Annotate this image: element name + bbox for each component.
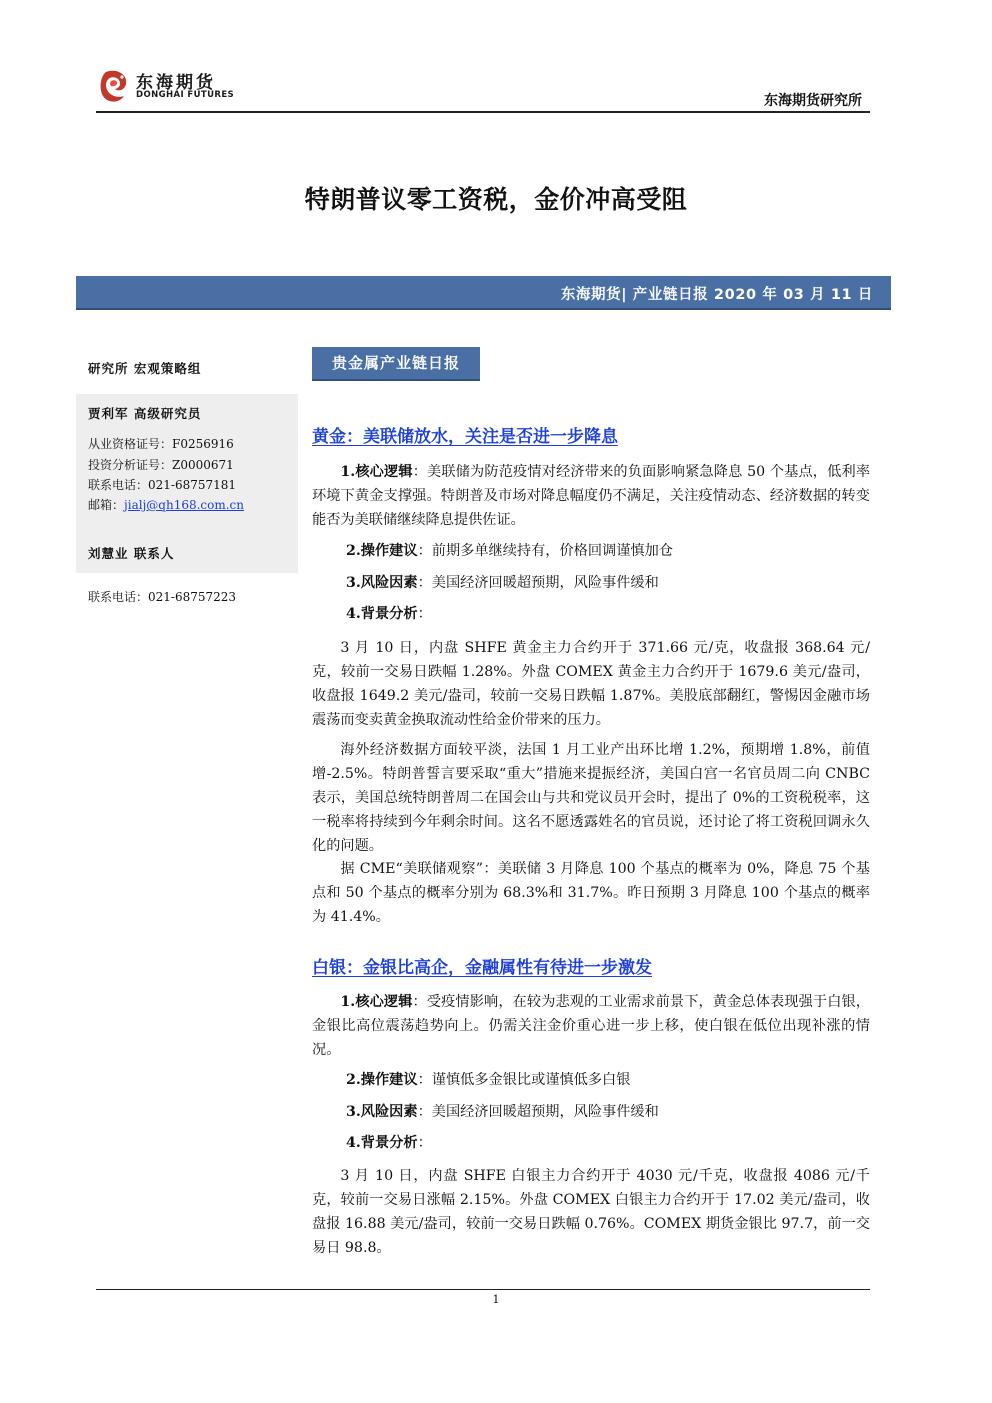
- gold-bg-paragraph-1: 3 月 10 日，内盘 SHFE 黄金主力合约开于 371.66 元/克，收盘报 368.64 元/克，较前一交易日跌幅 1.28%。外盘 COMEX 黄金主力合约开于 1679.6 美元/盎司，收盘报 1649.2 美元/盎司，较前一交易日跌幅 1.87%。美股底部翻红，警惕因金融市场震荡而变卖黄金换取流动性给金价带来的压力。: [312, 640, 870, 728]
- dragon-logo-icon: [98, 68, 132, 106]
- company-logo: [98, 66, 238, 110]
- silver-background: 4.背景分析：: [346, 1135, 432, 1151]
- gold-op-text: ：前期多单继续持有，价格回调谨慎加仓: [417, 543, 673, 559]
- section-tag: 贵金属产业链日报: [312, 347, 480, 381]
- silver-risk-label: 3.风险因素: [346, 1104, 418, 1120]
- silver-risk: [346, 1100, 659, 1124]
- logo-chinese-name: 东海期货: [136, 73, 216, 93]
- gold-background: 4.背景分析：: [346, 606, 432, 622]
- silver-op-text: ：谨慎低多金银比或谨慎低多白银: [417, 1072, 631, 1088]
- report-banner: [76, 276, 891, 310]
- contact-phone: 联系电话：021-68757223: [88, 590, 237, 604]
- banner-text: 东海期货| 产业链日报 2020 年 03 月 11 日: [560, 287, 873, 303]
- silver-op-label: 2.操作建议: [346, 1072, 418, 1088]
- license-number-1: 从业资格证号：F0256916: [88, 437, 234, 451]
- gold-logic-text: ：美联储为防范疫情对经济带来的负面影响紧急降息 50 个基点，低利率环境下黄金支撑强。特朗普及市场对降息幅度仍不满足，关注疫情动态、经济数据的转变能否为美联储继续降息提供佐证。: [312, 464, 871, 528]
- license-number-2: 投资分析证号：Z0000671: [88, 458, 234, 472]
- email-link[interactable]: jialj@qh168.com.cn: [124, 498, 245, 512]
- gold-core-logic: [312, 460, 870, 532]
- silver-logic-label: 1.核心逻辑: [340, 994, 413, 1010]
- sidebar-dept: 研究所 宏观策略组: [88, 361, 202, 376]
- logo-english-name: DONGHAI FUTURES: [136, 90, 235, 100]
- gold-op-label: 2.操作建议: [346, 543, 418, 559]
- silver-operation: [346, 1068, 630, 1092]
- silver-core-logic: [312, 990, 870, 1062]
- report-title: 特朗普议零工资税，金价冲高受阻: [304, 185, 688, 214]
- contact-name: 刘慧业 联系人: [88, 546, 175, 561]
- silver-bg-label: 4.背景分析: [346, 1135, 418, 1151]
- analyst-name: 贾利军 高级研究员: [88, 406, 202, 421]
- gold-bg-paragraph-3: 据 CME“美联储观察”：美联储 3 月降息 100 个基点的概率为 0%，降息 75 个基点和 50 个基点的概率分别为 68.3%和 31.7%。昨日预期 3 月降息 100 个基点的概率为 41.4%。: [312, 861, 870, 925]
- institute-name: 东海期货研究所: [764, 93, 862, 109]
- gold-bg-paragraph-2: 海外经济数据方面较平淡，法国 1 月工业产出环比增 1.2%，预期增 1.8%，前值增-2.5%。特朗普誓言要采取“重大”措施来提振经济，美国白宫一名官员周二向 CNBC 表示，美国总统特朗普周二在国会山与共和党议员开会时，提出了 0%的工资税税率，这一税率将持续到今年剩余时间。这名不愿透露姓名的官员说，还讨论了将工资税回调永久化的问题。: [312, 742, 870, 854]
- gold-section-title: 黄金：美联储放水，关注是否进一步降息: [312, 427, 618, 447]
- header-divider: [96, 111, 870, 113]
- gold-operation: [346, 539, 673, 563]
- gold-risk-label: 3.风险因素: [346, 575, 418, 591]
- silver-logic-text: ：受疫情影响，在较为悲观的工业需求前景下，黄金总体表现强于白银，金银比高位震荡趋势向上。仍需关注金价重心进一步上移，使白银在低位出现补涨的情况。: [312, 994, 870, 1058]
- gold-logic-label: 1.核心逻辑: [340, 464, 413, 480]
- gold-risk: [346, 571, 659, 595]
- silver-risk-text: ：美国经济回暖超预期，风险事件缓和: [417, 1104, 659, 1120]
- email-label: 邮箱：: [88, 498, 125, 512]
- gold-bg-label: 4.背景分析: [346, 606, 418, 622]
- analyst-phone: 联系电话：021-68757181: [88, 478, 237, 492]
- silver-section-title: 白银：金银比高企，金融属性有待进一步激发: [312, 958, 652, 978]
- silver-bg-paragraph-1: 3 月 10 日，内盘 SHFE 白银主力合约开于 4030 元/千克，收盘报 4086 元/千克，较前一交易日涨幅 2.15%。外盘 COMEX 白银主力合约开于 17.02 美元/盎司，收盘报 16.88 美元/盎司，较前一交易日跌幅 0.76%。COMEX 期货金银比 97.7，前一交易日 98.8。: [312, 1168, 870, 1256]
- analyst-email-row: [88, 495, 244, 517]
- footer-divider: [96, 1289, 870, 1290]
- page-number: 1: [492, 1293, 500, 1306]
- gold-risk-text: ：美国经济回暖超预期，风险事件缓和: [417, 575, 659, 591]
